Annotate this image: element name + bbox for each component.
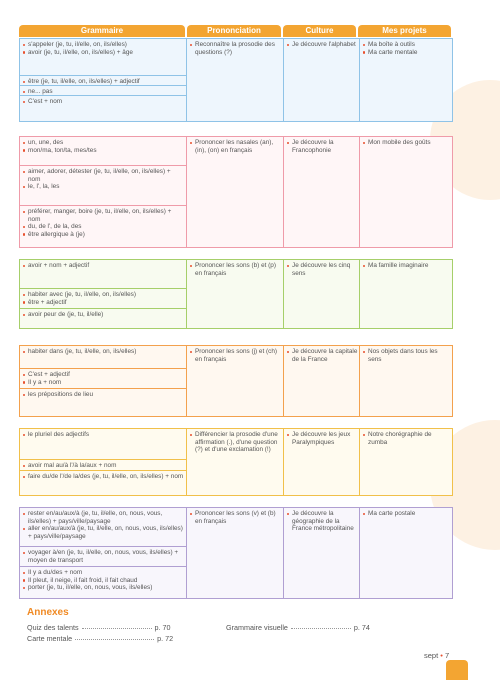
grammar-cell (20, 470, 186, 496)
unit-4-block (19, 345, 453, 417)
grammar-item: s'appeler (je, tu, il/elle, on, ils/elles) (22, 41, 184, 49)
grammar-cell (20, 546, 186, 567)
page-digit: 7 (445, 651, 450, 660)
annex-entry-carte (27, 634, 173, 643)
unit-6-pronunciation (186, 508, 284, 598)
unit-5-culture (283, 429, 360, 495)
unit-5-pronunciation (186, 429, 284, 495)
grammar-item: C'est + nom (22, 98, 184, 106)
unit-1-block (19, 38, 453, 122)
grammar-item: habiter avec (je, tu, il/elle, on, ils/elles) (22, 291, 184, 299)
unit-6-culture (283, 508, 360, 598)
grammar-item: mon/ma, ton/ta, mes/tes (22, 147, 184, 155)
unit-3-pronunciation (186, 260, 284, 328)
project-item: Ma boîte à outils (362, 41, 451, 49)
grammar-item: être allergique à (je) (22, 231, 184, 239)
project-item: Ma famille imaginaire (362, 262, 451, 270)
annex-entry-quiz (27, 623, 171, 632)
culture-item: Je découvre l'alphabet (286, 41, 358, 49)
project-item: Notre chorégraphie de zumba (362, 431, 451, 446)
annexes-title: Annexes (27, 607, 69, 618)
annex-page: p. 74 (353, 623, 370, 632)
grammar-cell (20, 205, 186, 248)
grammar-item: être + adjectif (22, 299, 184, 307)
grammar-item: habiter dans (je, tu, il/elle, on, ils/elles) (22, 348, 184, 356)
unit-2-culture (283, 137, 360, 247)
unit-2-pronunciation (186, 137, 284, 247)
pronunciation-item: Différencier la prosodie d'une affirmation (.), d'une question (?) et d'une exclamation (!) (189, 431, 282, 454)
grammar-item: un, une, des (22, 139, 184, 147)
annex-page: p. 70 (154, 623, 171, 632)
unit-3-projects (359, 260, 453, 328)
grammar-item: avoir peur de (je, tu, il/elle) (22, 311, 184, 319)
project-item: Ma carte postale (362, 510, 451, 518)
unit-1-projects (359, 39, 453, 121)
unit-2-projects (359, 137, 453, 247)
grammar-item: Il pleut, il neige, il fait froid, il fait chaud (22, 577, 184, 585)
culture-item: Je découvre la capitale de la France (286, 348, 358, 363)
grammar-cell (20, 429, 186, 459)
unit-6-grammar (20, 508, 186, 598)
grammar-cell (20, 308, 186, 329)
header-culture: Culture (283, 25, 356, 37)
unit-6-block (19, 507, 453, 599)
pronunciation-item: Prononcer les sons (b) et (p) en français (189, 262, 282, 277)
project-item: Ma carte mentale (362, 49, 451, 57)
page-dot: • (440, 651, 443, 660)
grammar-item: le pluriel des adjectifs (22, 431, 184, 439)
annex-label: Carte mentale (27, 634, 73, 643)
grammar-item: rester en/au/aux/à (je, tu, il/elle, on, nous, vous, ils/elles) + pays/ville/paysage (22, 510, 184, 525)
grammar-item: avoir (je, tu, il/elle, on, ils/elles) + âge (22, 49, 184, 57)
grammar-cell (20, 165, 186, 206)
unit-1-pronunciation (186, 39, 284, 121)
unit-4-culture (283, 346, 360, 416)
unit-4-grammar (20, 346, 186, 416)
grammar-item: aller en/au/aux/à (je, tu, il/elle, on, nous, vous, ils/elles) + pays/ville/paysage (22, 525, 184, 540)
unit-1-grammar (20, 39, 186, 121)
grammar-cell (20, 39, 186, 75)
grammar-item: être (je, tu, il/elle, on, ils/elles) + adjectif (22, 78, 184, 86)
grammar-item: du, de l', de la, des (22, 223, 184, 231)
unit-2-grammar (20, 137, 186, 247)
grammar-item: Il y a du/des + nom (22, 569, 184, 577)
grammar-item: avoir + nom + adjectif (22, 262, 184, 270)
unit-5-projects (359, 429, 453, 495)
grammar-cell (20, 566, 186, 599)
grammar-cell (20, 368, 186, 389)
grammar-item: porter (je, tu, il/elle, on, nous, vous, ils/elles) (22, 584, 184, 592)
pronunciation-item: Prononcer les sons (v) et (b) en français (189, 510, 282, 525)
grammar-item: les prépositions de lieu (22, 391, 184, 399)
unit-3-culture (283, 260, 360, 328)
unit-5-grammar (20, 429, 186, 495)
header-mes-projets: Mes projets (358, 25, 451, 37)
grammar-cell (20, 95, 186, 122)
annex-label: Grammaire visuelle (226, 623, 288, 632)
pronunciation-item: Reconnaître la prosodie des questions (?) (189, 41, 282, 56)
pronunciation-item: Prononcer les sons (j) et (ch) en français (189, 348, 282, 363)
unit-5-block (19, 428, 453, 496)
grammar-item: C'est + adjectif (22, 371, 184, 379)
project-item: Nos objets dans tous les sens (362, 348, 451, 363)
grammar-item: ne... pas (22, 88, 184, 96)
grammar-cell (20, 288, 186, 309)
grammar-item: faire du/de l'/de la/des (je, tu, il/elle, on, ils/elles) + nom (22, 473, 184, 481)
unit-1-culture (283, 39, 360, 121)
grammar-item: Il y a + nom (22, 379, 184, 387)
culture-item: Je découvre la géographie de la France métropolitaine (286, 510, 358, 533)
culture-item: Je découvre les cinq sens (286, 262, 358, 277)
grammar-item: préférer, manger, boire (je, tu, il/elle, on, ils/elles) + nom (22, 208, 184, 223)
grammar-item: aimer, adorer, détester (je, tu, il/elle, on, ils/elles) + nom (22, 168, 184, 183)
grammar-item: le, l', la, les (22, 183, 184, 191)
header-prononciation: Prononciation (187, 25, 281, 37)
page-number (424, 651, 449, 660)
grammar-cell (20, 508, 186, 546)
header-grammaire: Grammaire (19, 25, 185, 37)
grammar-cell (20, 260, 186, 288)
unit-3-block (19, 259, 453, 329)
pronunciation-item: Prononcer les nasales (an), (in), (on) en français (189, 139, 282, 154)
project-item: Mon mobile des goûts (362, 139, 451, 147)
unit-3-grammar (20, 260, 186, 328)
page-corner-tab (446, 660, 468, 680)
unit-2-block (19, 136, 453, 248)
annex-entry-grammaire-visuelle (226, 623, 370, 632)
culture-item: Je découvre la Francophonie (286, 139, 358, 154)
annex-label: Quiz des talents (27, 623, 79, 632)
page-word: sept (424, 651, 439, 660)
culture-item: Je découvre les jeux Paralympiques (286, 431, 358, 446)
annex-page: p. 72 (157, 634, 174, 643)
grammar-cell (20, 137, 186, 165)
unit-4-pronunciation (186, 346, 284, 416)
unit-6-projects (359, 508, 453, 598)
grammar-cell (20, 388, 186, 417)
grammar-item: voyager à/en (je, tu, il/elle, on, nous, vous, ils/elles) + moyen de transport (22, 549, 184, 564)
unit-4-projects (359, 346, 453, 416)
grammar-cell (20, 346, 186, 368)
grammar-item: avoir mal au/à l'/à la/aux + nom (22, 462, 184, 470)
